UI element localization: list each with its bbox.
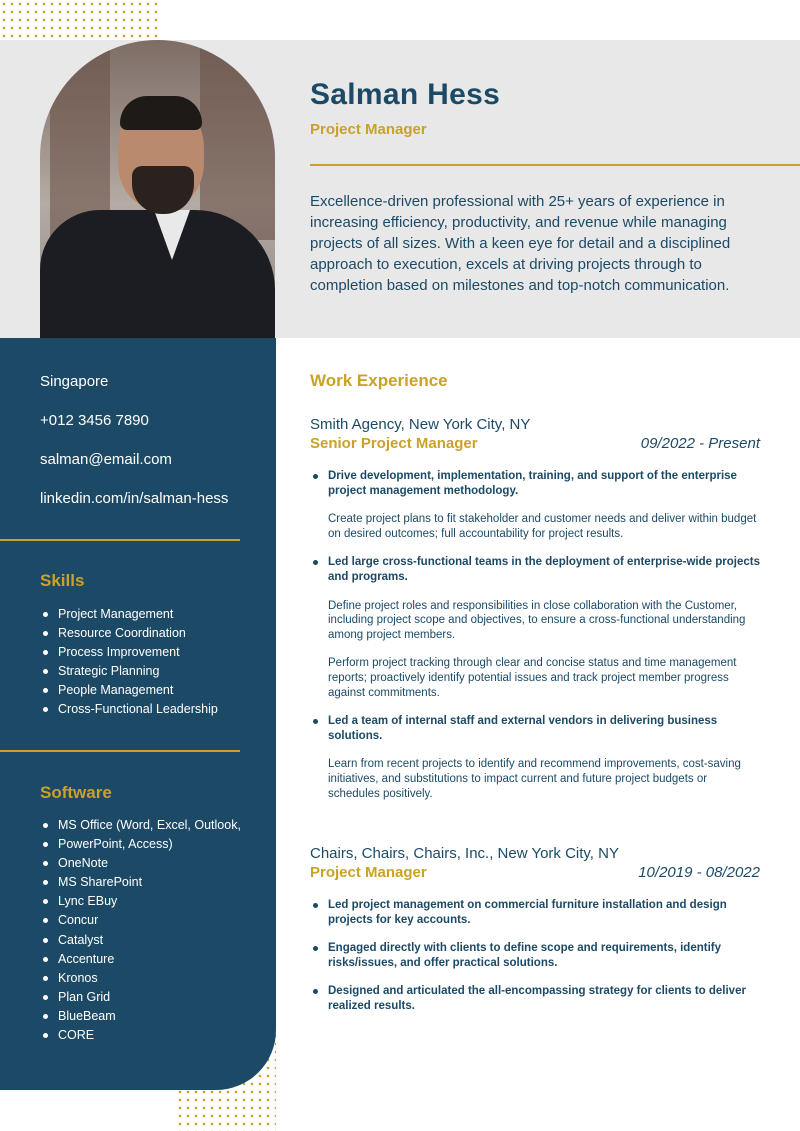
- job-company: Chairs, Chairs, Chairs, Inc., New York City, NY: [310, 845, 619, 862]
- profile-photo: [40, 40, 275, 338]
- bullet-heading: Led a team of internal staff and external vendors in delivering business solutions.: [328, 715, 718, 742]
- bullet-heading: Led project management on commercial furniture installation and design projects for key accounts.: [328, 899, 727, 926]
- job-entry: [310, 416, 760, 815]
- header-divider: [310, 164, 800, 166]
- skill-item: People Management: [40, 681, 218, 700]
- job-bullet: [310, 555, 760, 700]
- job-title: Senior Project Manager: [310, 435, 478, 452]
- skill-item: Process Improvement: [40, 643, 218, 662]
- bullet-detail: Learn from recent projects to identify and recommend improvements, cost-saving initiatives, and substitutions to impact current and future project budgets or schedules positively.: [328, 758, 741, 800]
- job-company: Smith Agency, New York City, NY: [310, 416, 531, 433]
- candidate-role: Project Manager: [310, 121, 427, 138]
- contact-phone: +012 3456 7890: [40, 412, 149, 429]
- professional-summary: Excellence-driven professional with 25+ years of experience in increasing efficiency, productivity, and revenue while managing projects of all sizes. With a keen eye for detail and a disciplined approach to execution, excels at driving projects through to completion based on milestones and top-notch communication.: [310, 193, 731, 294]
- bullet-heading: Designed and articulated the all-encompassing strategy for clients to deliver realized results.: [328, 985, 746, 1012]
- software-item: Concur: [40, 911, 241, 930]
- contact-linkedin: linkedin.com/in/salman-hess: [40, 490, 229, 507]
- skill-item: Project Management: [40, 605, 218, 624]
- bullet-heading: Led large cross-functional teams in the deployment of enterprise-wide projects and programs.: [328, 556, 760, 583]
- skill-item: Resource Coordination: [40, 624, 218, 643]
- job-bullet: [310, 714, 760, 801]
- skill-item: Strategic Planning: [40, 662, 218, 681]
- job-dates: 09/2022 - Present: [640, 435, 760, 452]
- software-item: Accenture: [40, 950, 241, 969]
- job-bullet: [310, 898, 760, 927]
- software-item: MS SharePoint: [40, 873, 241, 892]
- sidebar-divider-skills: [0, 539, 240, 541]
- job-bullet: [310, 941, 760, 970]
- work-experience-heading: Work Experience: [310, 371, 448, 390]
- contact-location: Singapore: [40, 373, 109, 390]
- skill-item: Cross-Functional Leadership: [40, 700, 218, 719]
- software-item: BlueBeam: [40, 1007, 241, 1026]
- software-item: Plan Grid: [40, 988, 241, 1007]
- software-item: PowerPoint, Access): [40, 835, 241, 854]
- skills-list: [40, 605, 218, 720]
- software-item: Lync EBuy: [40, 892, 241, 911]
- software-heading: Software: [40, 783, 112, 802]
- job-dates: 10/2019 - 08/2022: [638, 864, 760, 881]
- software-item: OneNote: [40, 854, 241, 873]
- contact-email: salman@email.com: [40, 451, 172, 468]
- bullet-heading: Drive development, implementation, training, and support of the enterprise project management methodology.: [328, 470, 737, 497]
- bullet-detail: Define project roles and responsibilities in close collaboration with the Customer, including project scope and objectives, to ensure a cross-functional understanding among project members.: [328, 599, 746, 641]
- candidate-name: Salman Hess: [310, 78, 501, 111]
- sidebar-divider-software: [0, 750, 240, 752]
- bullet-detail: Create project plans to fit stakeholder and customer needs and deliver within budget on desired outcomes; full accountability for project results.: [328, 513, 757, 540]
- job-bullet: [310, 469, 760, 541]
- skills-heading: Skills: [40, 571, 85, 590]
- software-item: CORE: [40, 1026, 241, 1045]
- software-item: MS Office (Word, Excel, Outlook,: [40, 816, 241, 835]
- job-entry: [310, 845, 760, 1028]
- job-title: Project Manager: [310, 864, 427, 881]
- software-item: Kronos: [40, 969, 241, 988]
- software-item: Catalyst: [40, 931, 241, 950]
- bullet-detail: Perform project tracking through clear and concise status and time management reports; proactively identify potential issues and track project member progress against commitments.: [328, 657, 737, 699]
- software-list: [40, 816, 241, 1045]
- job-bullet: [310, 984, 760, 1013]
- bullet-heading: Engaged directly with clients to define scope and requirements, identify risks/issues, and offer practical solutions.: [328, 942, 721, 969]
